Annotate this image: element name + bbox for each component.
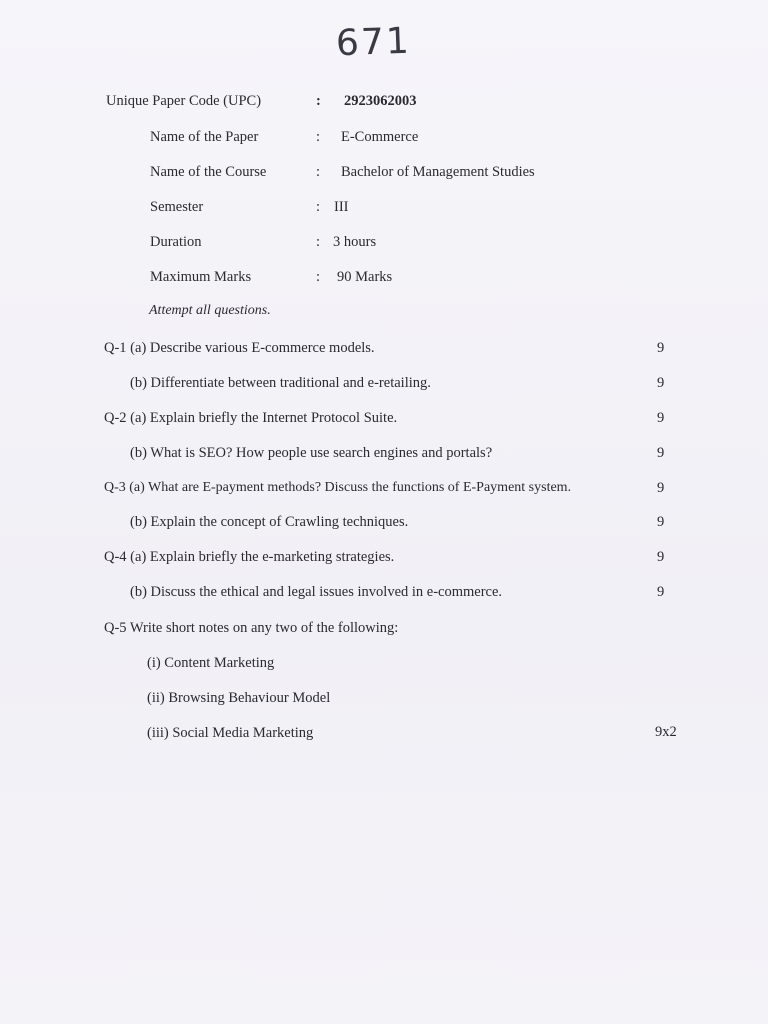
upc-label: Unique Paper Code (UPC) [106, 93, 262, 109]
question-4b-marks: 9 [657, 584, 665, 600]
max-marks-colon: : [316, 269, 321, 285]
duration-value: 3 hours [333, 234, 377, 250]
course-value: Bachelor of Management Studies [341, 164, 535, 180]
question-5-marks: 9x2 [655, 724, 677, 740]
max-marks-value: 90 Marks [337, 269, 393, 285]
question-1a: Q-1 (a) Describe various E-commerce models. [104, 340, 375, 356]
question-4a-marks: 9 [657, 549, 665, 565]
question-3b: (b) Explain the concept of Crawling techniques. [130, 514, 409, 530]
question-5-option-i: (i) Content Marketing [147, 655, 275, 671]
question-5: Q-5 Write short notes on any two of the following: [104, 620, 399, 636]
question-1b: (b) Differentiate between traditional and e-retailing. [130, 375, 431, 391]
duration-colon: : [316, 234, 321, 250]
max-marks-label: Maximum Marks [150, 269, 252, 285]
semester-value: III [334, 199, 349, 215]
paper-colon: : [316, 129, 321, 145]
upc-value: 2923062003 [344, 93, 417, 109]
question-2a-marks: 9 [657, 410, 665, 426]
duration-label: Duration [150, 234, 202, 250]
paper-value: E-Commerce [341, 129, 419, 145]
course-colon: : [316, 164, 321, 180]
upc-colon: : [316, 93, 321, 109]
question-5-option-ii: (ii) Browsing Behaviour Model [147, 690, 331, 706]
question-2a: Q-2 (a) Explain briefly the Internet Protocol Suite. [104, 410, 398, 426]
question-1a-marks: 9 [657, 340, 665, 356]
semester-label: Semester [150, 199, 204, 215]
question-5-option-iii: (iii) Social Media Marketing [147, 725, 314, 741]
question-3a-marks: 9 [657, 480, 665, 496]
handwritten-page-number: 671 [335, 20, 412, 65]
question-1b-marks: 9 [657, 375, 665, 391]
question-2b: (b) What is SEO? How people use search engines and portals? [130, 445, 493, 461]
instruction-text: Attempt all questions. [149, 303, 271, 318]
semester-colon: : [316, 199, 321, 215]
question-3b-marks: 9 [657, 514, 665, 530]
course-label: Name of the Course [150, 164, 267, 180]
question-3a: Q-3 (a) What are E-payment methods? Discuss the functions of E-Payment system. [104, 480, 572, 495]
question-4a: Q-4 (a) Explain briefly the e-marketing strategies. [104, 549, 395, 565]
paper-label: Name of the Paper [150, 129, 259, 145]
question-4b: (b) Discuss the ethical and legal issues involved in e-commerce. [130, 584, 503, 600]
question-2b-marks: 9 [657, 445, 665, 461]
